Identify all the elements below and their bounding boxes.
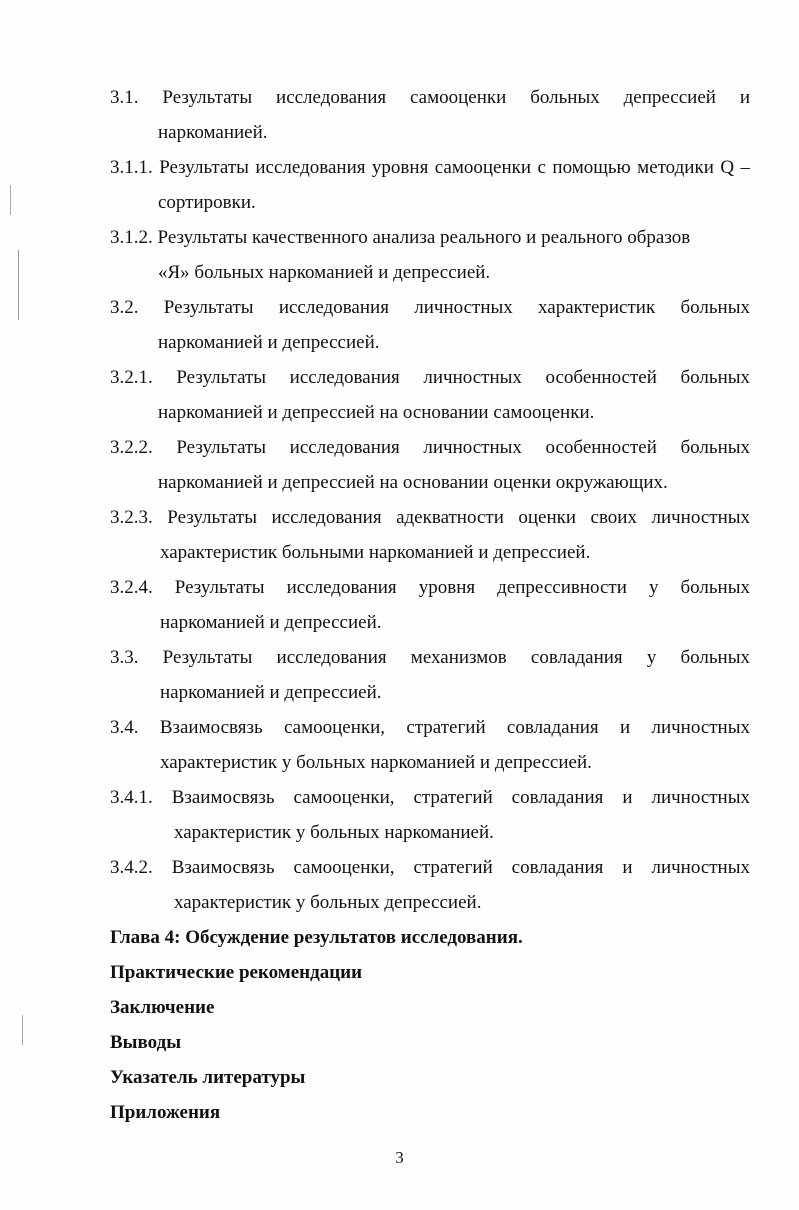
- toc-entry-continuation: характеристик у больных наркоманией и депрессией.: [160, 752, 592, 773]
- toc-entry-title: 3.2.1. Результаты исследования личностных особенностей больных: [110, 367, 750, 388]
- toc-entry-continuation: характеристик у больных наркоманией.: [174, 822, 494, 843]
- table-of-contents: [110, 80, 750, 1130]
- toc-entry-3-3[interactable]: [110, 640, 750, 710]
- toc-practical-recommendations[interactable]: Практические рекомендации: [110, 962, 363, 983]
- toc-chapter-4[interactable]: Глава 4: Обсуждение результатов исследования.: [110, 927, 523, 948]
- toc-entry-3-2-3[interactable]: [110, 500, 750, 570]
- toc-entry-title: 3.4.2. Взаимосвязь самооценки, стратегий совладания и личностных: [110, 857, 750, 878]
- toc-entry-continuation: сортировки.: [158, 192, 256, 213]
- scan-mark: [22, 1015, 23, 1045]
- toc-entry-continuation: наркоманией и депрессией.: [158, 332, 380, 353]
- toc-entry-continuation: наркоманией и депрессией на основании самооценки.: [158, 402, 595, 423]
- toc-entry-continuation: наркоманией и депрессией.: [160, 682, 382, 703]
- toc-entry-title: 3.2.4. Результаты исследования уровня депрессивности у больных: [110, 577, 750, 598]
- scan-mark: [18, 250, 19, 320]
- toc-entry-title: 3.1.2. Результаты качественного анализа реального и реального образов: [110, 227, 691, 248]
- toc-entry-continuation: наркоманией и депрессией.: [160, 612, 382, 633]
- toc-appendices[interactable]: Приложения: [110, 1102, 221, 1123]
- toc-entry-3-2[interactable]: [110, 290, 750, 360]
- toc-entry-title: 3.2. Результаты исследования личностных характеристик больных: [110, 297, 750, 318]
- toc-entry-title: 3.1. Результаты исследования самооценки больных депрессией и: [110, 87, 750, 108]
- toc-entry-3-4[interactable]: [110, 710, 750, 780]
- toc-entry-3-1-1[interactable]: [110, 150, 750, 220]
- toc-entry-title: 3.2.3. Результаты исследования адекватности оценки своих личностных: [110, 507, 750, 528]
- toc-entry-3-2-2[interactable]: [110, 430, 750, 500]
- toc-entry-3-4-2[interactable]: [110, 850, 750, 920]
- toc-references[interactable]: Указатель литературы: [110, 1067, 306, 1088]
- toc-entry-3-1[interactable]: [110, 80, 750, 150]
- toc-entry-title: 3.3. Результаты исследования механизмов совладания у больных: [110, 647, 750, 668]
- scan-mark: [10, 185, 11, 215]
- toc-entry-continuation: характеристик больными наркоманией и депрессией.: [160, 542, 591, 563]
- toc-entry-3-1-2[interactable]: [110, 220, 750, 290]
- toc-entry-3-4-1[interactable]: [110, 780, 750, 850]
- toc-entry-continuation: «Я» больных наркоманией и депрессией.: [158, 262, 491, 283]
- toc-entry-title: 3.1.1. Результаты исследования уровня самооценки с помощью методики Q –: [110, 157, 750, 178]
- toc-entry-continuation: характеристик у больных депрессией.: [174, 892, 482, 913]
- toc-findings[interactable]: Выводы: [110, 1032, 182, 1053]
- page-number: 3: [395, 1148, 404, 1167]
- toc-entry-3-2-4[interactable]: [110, 570, 750, 640]
- toc-entry-title: 3.4.1. Взаимосвязь самооценки, стратегий совладания и личностных: [110, 787, 750, 808]
- toc-entry-continuation: наркоманией и депрессией на основании оценки окружающих.: [158, 472, 668, 493]
- toc-entry-3-2-1[interactable]: [110, 360, 750, 430]
- toc-entry-continuation: наркоманией.: [158, 122, 268, 143]
- toc-entry-title: 3.4. Взаимосвязь самооценки, стратегий совладания и личностных: [110, 717, 750, 738]
- toc-conclusion[interactable]: Заключение: [110, 997, 215, 1018]
- toc-entry-title: 3.2.2. Результаты исследования личностных особенностей больных: [110, 437, 750, 458]
